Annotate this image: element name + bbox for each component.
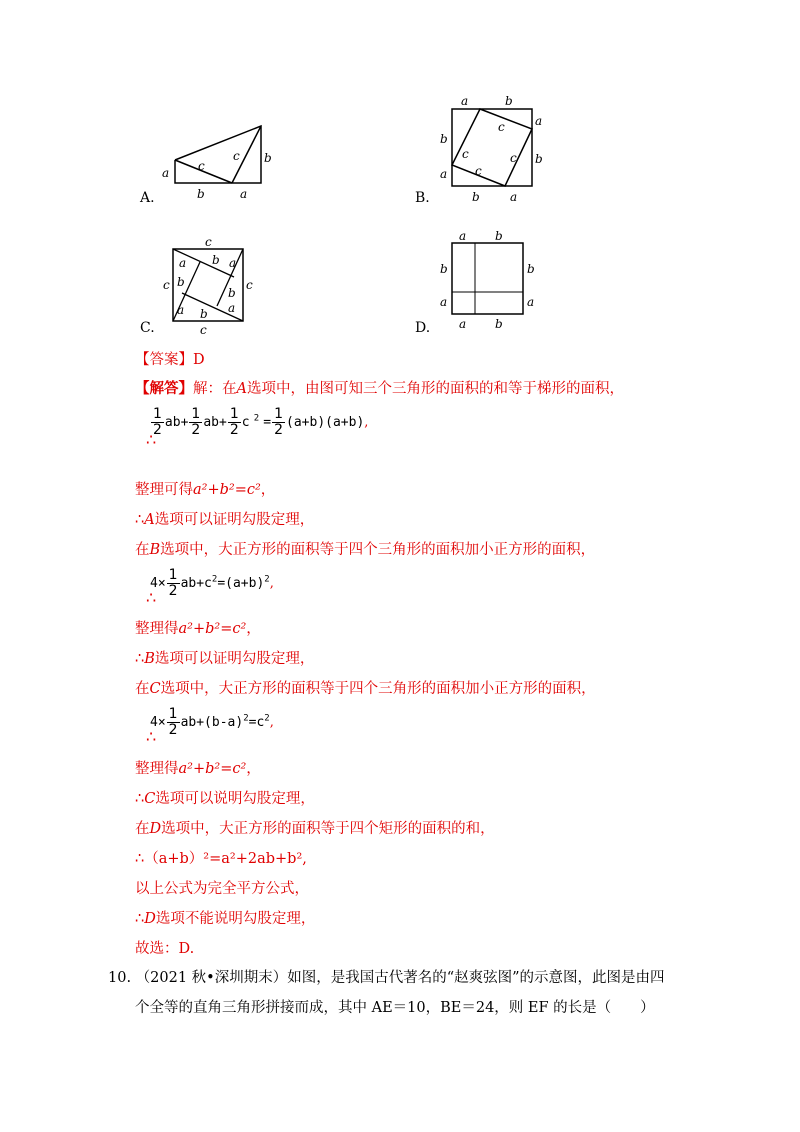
- answer-bracket-label: 【答案】: [135, 352, 193, 368]
- conclusion-b: ∴B选项可以证明勾股定理，: [135, 651, 315, 667]
- line-c-intro: 在C选项中，大正方形的面积等于四个三角形的面积加小正方形的面积，: [135, 681, 596, 697]
- label-b: b: [535, 152, 543, 166]
- equation-1: $\frac{1}{2}$ ab+ $\frac{1}{2}$ ab+ $\frac{1}{2}$ c $^2$ = $\frac{1}{2}$ (a+b)(a+b),: [153, 406, 369, 438]
- label-c: c: [246, 278, 253, 292]
- equation-2: 4× $\frac{1}{2}$ $ab+c^2=(a+b)^2$,: [150, 567, 274, 599]
- label-c: c: [475, 164, 482, 178]
- option-b-label: B.: [415, 190, 430, 206]
- equation-3: 4× $\frac{1}{2}$ $ab+(b-a)^2=c^2$,: [150, 706, 274, 738]
- label-a: a: [527, 295, 535, 309]
- simplify-c: 整理得a²+b²=c²，: [135, 761, 261, 777]
- label-a: a: [459, 229, 467, 243]
- question-10-line1: 10. （2021 秋•深圳期末）如图，是我国古代著名的“赵爽弦图”的示意图，此图是由四: [108, 970, 665, 986]
- line-d-intro: 在D选项中，大正方形的面积等于四个矩形的面积的和，: [135, 821, 495, 837]
- square-inscribed-diagram: [435, 95, 550, 205]
- question-10-line2: 个全等的直角三角形拼接而成，其中 AE＝10，BE＝24，则 EF 的长是（ ）: [135, 1000, 655, 1016]
- label-c: c: [205, 235, 212, 249]
- label-a: a: [240, 187, 248, 201]
- figure-option-b: [435, 95, 550, 205]
- answer-line: [135, 348, 205, 369]
- label-b: b: [472, 190, 480, 204]
- option-c-label: C.: [140, 320, 155, 336]
- zhao-shuang-diagram: [160, 234, 260, 337]
- label-b: b: [212, 253, 220, 267]
- label-b: b: [264, 151, 272, 165]
- label-c: c: [233, 149, 240, 163]
- label-b: b: [228, 286, 236, 300]
- label-a: a: [440, 167, 448, 181]
- therefore-symbol: ∴: [146, 588, 157, 607]
- label-c: c: [462, 147, 469, 161]
- line-d-formula: ∴（a+b）²=a²+2ab+b²,: [135, 851, 307, 867]
- conclusion-a: ∴A选项可以证明勾股定理，: [135, 512, 315, 528]
- label-b: b: [197, 187, 205, 201]
- figure-option-a: [150, 120, 280, 200]
- label-a: a: [177, 303, 185, 317]
- label-b: b: [200, 307, 208, 321]
- conclusion-d: ∴D选项不能说明勾股定理，: [135, 911, 316, 927]
- option-d-label: D.: [415, 320, 431, 336]
- label-a: a: [179, 256, 187, 270]
- final-choice: 故选：D.: [135, 941, 195, 957]
- label-a: a: [535, 114, 543, 128]
- label-a: a: [461, 94, 469, 108]
- label-c: c: [163, 278, 170, 292]
- line-b-intro: 在B选项中，大正方形的面积等于四个三角形的面积加小正方形的面积，: [135, 542, 596, 558]
- figure-option-d: [435, 228, 550, 333]
- label-b: b: [527, 262, 535, 276]
- solution-bracket-label: 【解答】: [135, 380, 193, 397]
- solution-intro: 【解答】解：在A选项中，由图可知三个三角形的面积的和等于梯形的面积，: [135, 380, 624, 397]
- label-b: b: [505, 94, 513, 108]
- conclusion-c: ∴C选项可以说明勾股定理，: [135, 791, 315, 807]
- label-c: c: [200, 323, 207, 337]
- label-b: b: [495, 229, 503, 243]
- label-a: a: [162, 166, 170, 180]
- question-number: 10.: [108, 970, 132, 986]
- label-a: a: [440, 295, 448, 309]
- label-a: a: [459, 317, 467, 331]
- label-b: b: [440, 132, 448, 146]
- label-c: c: [510, 151, 517, 165]
- therefore-symbol: ∴: [146, 430, 157, 449]
- label-a: a: [228, 301, 236, 315]
- label-b: b: [177, 275, 185, 289]
- label-b: b: [495, 317, 503, 331]
- four-rectangles-diagram: [435, 228, 550, 333]
- label-a: a: [510, 190, 518, 204]
- answer-value: D: [193, 352, 205, 368]
- therefore-symbol: ∴: [146, 727, 157, 746]
- option-a-label: A.: [140, 190, 155, 206]
- simplify-a: 整理可得a²+b²=c²，: [135, 482, 276, 498]
- label-a: a: [229, 256, 237, 270]
- trapezoid-diagram: [150, 120, 280, 200]
- simplify-b: 整理得a²+b²=c²，: [135, 621, 261, 637]
- line-d-note: 以上公式为完全平方公式，: [135, 881, 309, 897]
- label-c: c: [198, 159, 205, 173]
- label-b: b: [440, 262, 448, 276]
- figure-option-c: [160, 234, 260, 337]
- label-c: c: [498, 120, 505, 134]
